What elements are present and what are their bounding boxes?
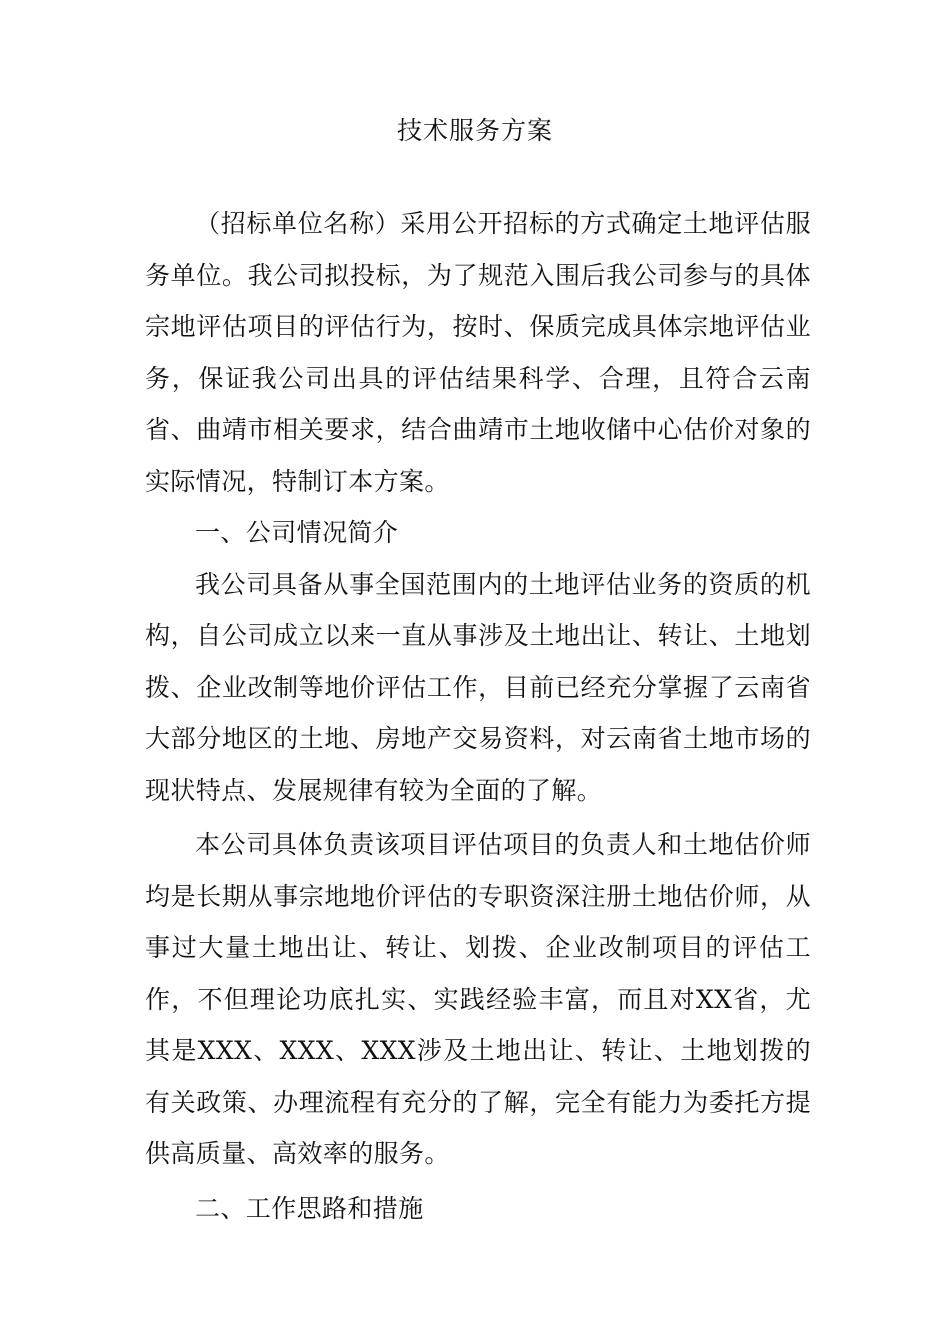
document-body (145, 198, 811, 1234)
company-qualification-paragraph: 我公司具备从事全国范围内的土地评估业务的资质的机构，自公司成立以来一直从事涉及土地出让、转让、土地划拨、企业改制等地价评估工作，目前已经充分掌握了云南省大部分地区的土地、房地产交易资料，对云南省土地市场的现状特点、发展规律有较为全面的了解。 (145, 569, 811, 805)
section-heading-approach: 二、工作思路和措施 (195, 1193, 424, 1223)
company-team-paragraph: 本公司具体负责该项目评估项目的负责人和土地估价师均是长期从事宗地地价评估的专职资深注册土地估价师，从事过大量土地出让、转让、划拨、企业改制项目的评估工作，不但理论功底扎实、实践经验丰富，而且对XX省，尤其是XXX、XXX、XXX涉及土地出让、转让、土地划拨的有关政策、办理流程有充分的了解，完全有能力为委托方提供高质量、高效率的服务。 (145, 830, 811, 1168)
document-title: 技术服务方案 (396, 116, 553, 145)
intro-paragraph: （招标单位名称）采用公开招标的方式确定土地评估服务单位。我公司拟投标，为了规范入围后我公司参与的具体宗地评估项目的评估行为，按时、保质完成具体宗地评估业务，保证我公司出具的评估结果科学、合理，且符合云南省、曲靖市相关要求，结合曲靖市土地收储中心估价对象的实际情况，特制订本方案。 (145, 209, 811, 496)
section-heading-company-profile: 一、公司情况简介 (195, 518, 399, 547)
